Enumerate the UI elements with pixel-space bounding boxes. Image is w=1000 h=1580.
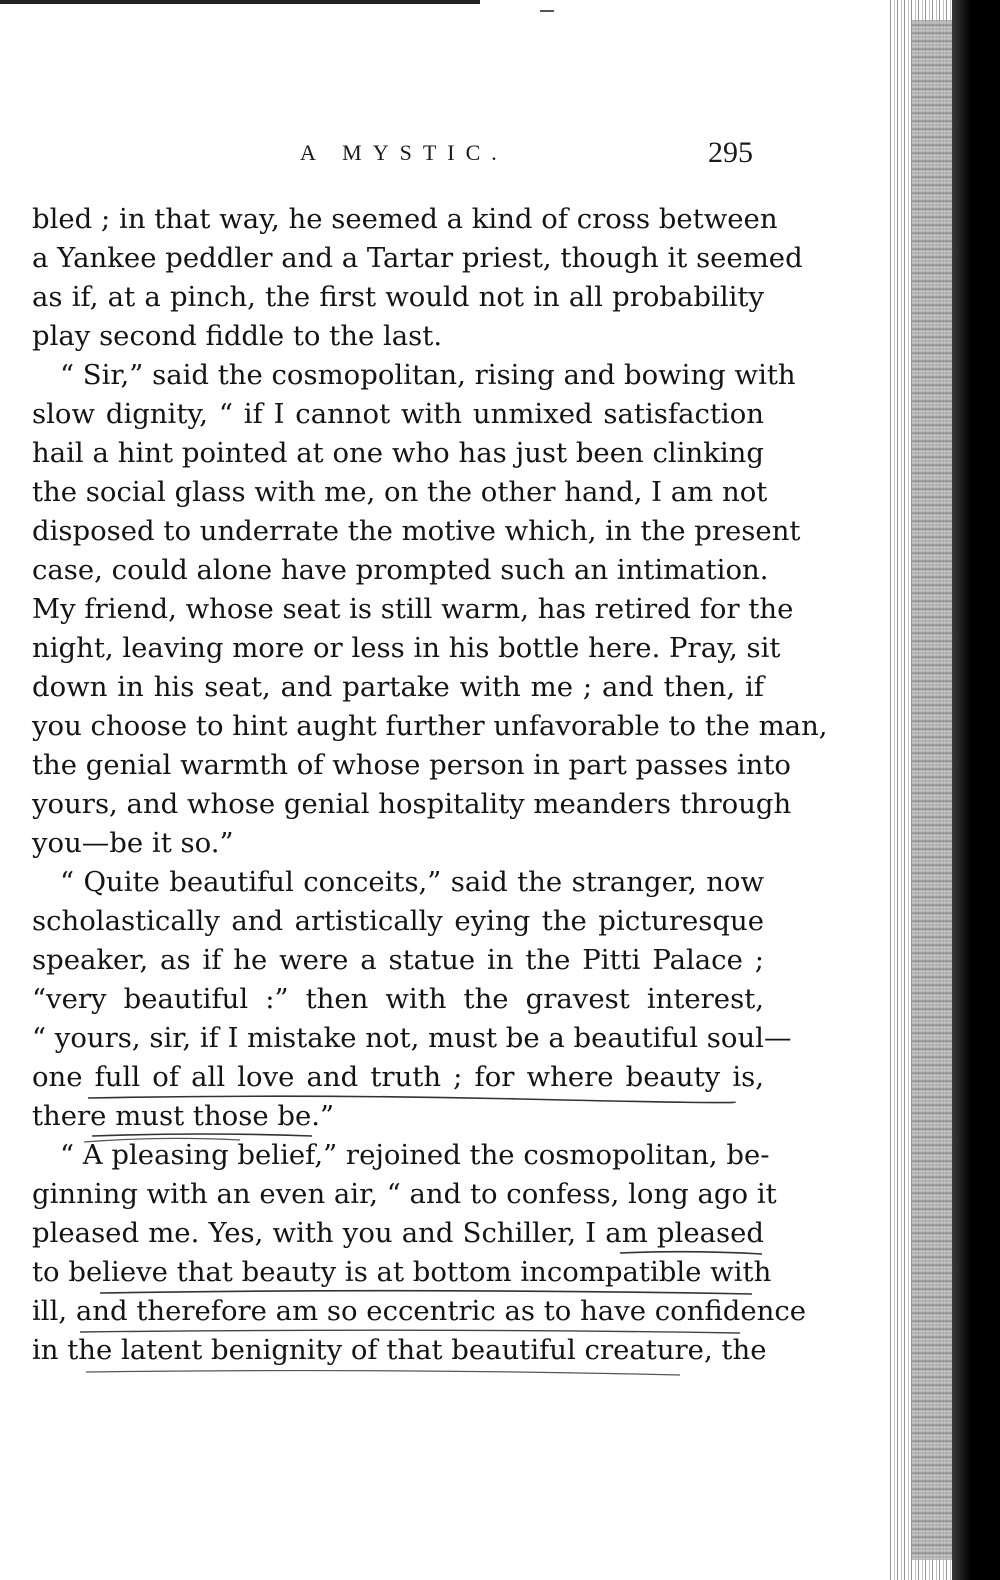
text-line: slow dignity, “ if I cannot with unmixed satisfaction <box>32 398 764 430</box>
text-line: pleased me. Yes, with you and Schiller, I am pleased <box>32 1217 764 1249</box>
scan-edge-mark <box>540 10 554 12</box>
text-line: case, could alone have prompted such an intimation. <box>32 554 769 586</box>
text-line: there must those be.” <box>32 1100 335 1132</box>
page-number: 295 <box>708 136 753 169</box>
text-line: the genial warmth of whose person in part passes into <box>32 749 791 781</box>
text-line: “ yours, sir, if I mistake not, must be a beautiful soul— <box>32 1022 792 1054</box>
text-line: in the latent benignity of that beautiful creature, the <box>32 1334 767 1366</box>
book-spine-shadow <box>952 0 1000 1580</box>
body-text <box>32 200 828 1370</box>
text-line: to believe that beauty is at bottom incompatible with <box>32 1256 772 1288</box>
text-line: ginning with an even air, “ and to confess, long ago it <box>32 1178 777 1210</box>
text-line: as if, at a pinch, the first would not in all probability <box>32 281 764 313</box>
text-line: “ A pleasing belief,” rejoined the cosmopolitan, be- <box>60 1139 770 1171</box>
pencil-underline <box>86 1371 680 1375</box>
running-header-title: A MYSTIC. <box>300 140 508 165</box>
text-line: disposed to underrate the motive which, in the present <box>32 515 801 547</box>
text-line: play second fiddle to the last. <box>32 320 443 352</box>
text-line: a Yankee peddler and a Tartar priest, though it seemed <box>32 242 803 274</box>
scan-edge-line <box>0 0 480 4</box>
text-line: yours, and whose genial hospitality meanders through <box>32 788 792 820</box>
text-line: the social glass with me, on the other hand, I am not <box>32 476 768 508</box>
text-line: bled ; in that way, he seemed a kind of cross between <box>32 203 778 235</box>
text-line: “ Sir,” said the cosmopolitan, rising and bowing with <box>60 359 796 391</box>
text-line: scholastically and artistically eying the picturesque <box>32 905 764 937</box>
text-line: speaker, as if he were a statue in the Pitti Palace ; <box>32 944 764 976</box>
text-line: one full of all love and truth ; for where beauty is, <box>32 1061 764 1093</box>
text-line: hail a hint pointed at one who has just been clinking <box>32 437 764 469</box>
text-line: you—be it so.” <box>32 827 234 859</box>
text-line: down in his seat, and partake with me ; and then, if <box>32 671 764 703</box>
text-line: “ Quite beautiful conceits,” said the stranger, now <box>60 866 764 898</box>
text-line: you choose to hint aught further unfavorable to the man, <box>32 710 828 742</box>
text-line: night, leaving more or less in his bottle here. Pray, sit <box>32 632 781 664</box>
page-edge-stack <box>912 20 952 1560</box>
text-line: ill, and therefore am so eccentric as to have confidence <box>32 1295 807 1327</box>
text-line: “very beautiful :” then with the gravest interest, <box>32 983 764 1015</box>
text-line: My friend, whose seat is still warm, has retired for the <box>32 593 794 625</box>
